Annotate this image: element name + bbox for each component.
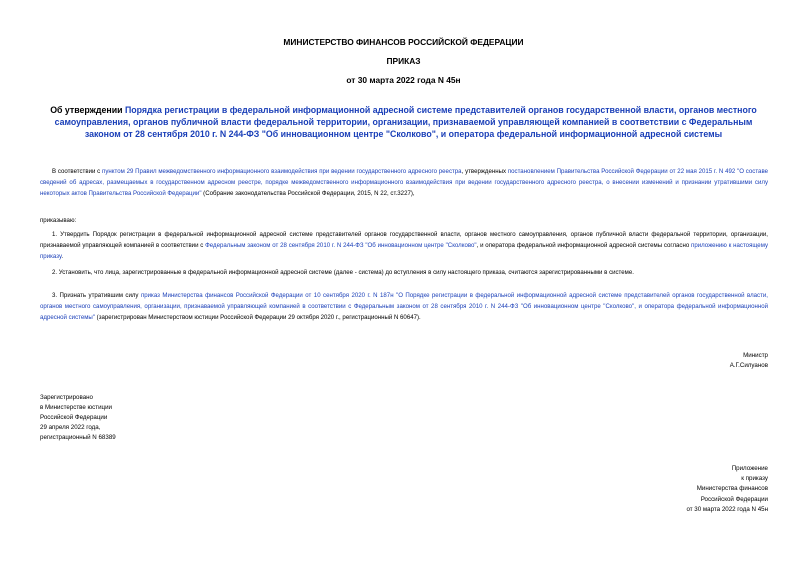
appendix-line: от 30 марта 2022 года N 45н [686,505,768,513]
item-3-paragraph [40,290,768,324]
registration-line: Зарегистрировано [40,394,93,401]
government-decree-link[interactable]: постановлением Правительства Российской Федерации от 22 мая 2015 г. N 492 "О составе сведений об адресах, размещаемых в государственном адресном реестре, порядке межведомственного информационного взаимодействия при ведении государственного адресного реестра, о внесении изменений и признании утратившими силу некоторых актов Правительства Российской Федерации" [40,168,769,198]
registration-block [40,393,116,443]
ministry-heading: МИНИСТЕРСТВО ФИНАНСОВ РОССИЙСКОЙ ФЕДЕРАЦИИ [283,37,524,47]
signature-block [730,351,768,371]
date-number-heading: от 30 марта 2022 года N 45н [346,75,461,85]
item-1-text-2: , и оператора федеральной информационной адресной системы согласно [476,242,692,250]
rules-item-29-link[interactable]: пунктом 29 Правил межведомственного информационного взаимодействия при ведении государственного адресного реестра [102,168,462,175]
registration-line: 29 апреля 2022 года, [40,424,101,431]
item-1-text-1: 1. Утвердить Порядок регистрации в федеральной информационной адресной системе представителей органов государственной власти, органов местного самоуправления, органов публичной власти федеральной территории, организации, признаваемой управляющей компанией в соответствии с [40,231,768,250]
order-187n-link[interactable]: приказ Министерства финансов Российской Федерации от 10 сентября 2020 г. N 187н "О Порядке регистрации в федеральной информационной адресной системе представителей органов государственной власти, органов местного самоуправления, организации, признаваемой управляющей компанией в соответствии с Федеральным законом от 28 сентября 2010 г. N 244-ФЗ "Об инновационном центре "Сколково", и оператора федеральной информационной адресной системы" [40,292,768,322]
appendix-line: Приложение [731,465,768,472]
document-subject [40,104,767,140]
registration-line: регистрационный N 68389 [40,434,116,441]
item-1-paragraph [40,229,768,263]
item-3-text-2: (зарегистрирован Министерством юстиции Российской Федерации 29 октября 2020 г., регистрационный N 60647). [94,314,421,322]
registration-line: Российской Федерации [40,414,108,421]
preamble-text-3: (Собрание законодательства Российской Федерации, 2015, N 22, ст.3227), [201,190,415,198]
registration-line: в Министерстве юстиции [40,404,113,411]
appendix-line: Российской Федерации [700,495,768,503]
appendix-link[interactable]: приложению к настоящему приказу [40,242,769,261]
federal-law-244-link[interactable]: Федеральным законом от 28 сентября 2010 г. N 244-ФЗ "Об инновационном центре "Сколково" [205,242,477,250]
preamble-text-2: , утвержденных [461,168,508,175]
signature-name: А.Г.Силуанов [729,362,768,369]
preamble-paragraph [40,166,768,200]
item-2-paragraph: 2. Установить, что лица, зарегистрированные в федеральной информационной адресной системе (далее - система) до вступления в силу настоящего приказа, считаются зарегистрированными в системе. [52,269,634,276]
subject-prefix: Об утверждении [50,105,125,115]
orders-word: приказываю: [40,217,77,224]
item-1-text-3: . [61,253,64,261]
doc-type-heading: ПРИКАЗ [386,56,421,66]
subject-procedure-link[interactable]: Порядка регистрации в федеральной информационной адресной системе представителей органов государственной власти, органов местного самоуправления, органов публичной власти федеральной территории, организации, признаваемой управляющей компанией в соответствии с Федеральным законом от 28 сентября 2010 г. N 244-ФЗ "Об инновационном центре "Сколково", и оператора федеральной информационной адресной системы [54,105,757,139]
appendix-line: к приказу [741,475,768,483]
preamble-text-1: В соответствии с [52,168,103,175]
appendix-line: Министерства финансов [696,485,768,493]
item-3-text-1: 3. Признать утратившим силу [52,292,141,299]
appendix-block [686,464,768,515]
signature-position: Министр [743,352,768,359]
